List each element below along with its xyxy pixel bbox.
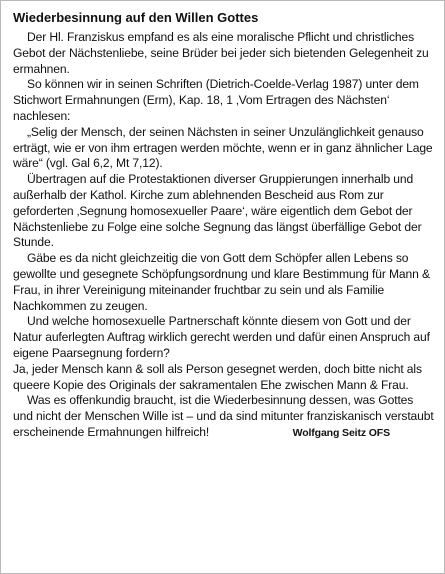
paragraph-1: Der Hl. Franziskus empfand es als eine moralische Pflicht und christliches Gebot der Nächstenliebe, seine Brüder bei jeder sich bietenden Gelegenheit zu ermahnen. bbox=[13, 30, 429, 76]
paragraph-8-text: Was es offenkundig braucht, ist die Wiederbesinnung dessen, was Gottes und nicht der Menschen Wille ist – und da sind mitunter franziskanisch verstaubt erscheinende Ermahnungen hilfreich! bbox=[13, 393, 434, 439]
paragraph-6: Und welche homosexuelle Partnerschaft könnte diesem von Gott und der Natur auferlegten Auftrag wirklich gerecht werden und dafür einen Anspruch auf eigene Paarsegnung fordern? bbox=[13, 314, 430, 360]
paragraph-2: So können wir in seinen Schriften (Dietrich-Coelde-Verlag 1987) unter dem Stichwort Ermahnungen (Erm), Kap. 18, 1 ‚Vom Ertragen des Nächsten‘ nachlesen: bbox=[13, 77, 419, 123]
author-signature: Wolfgang Seitz OFS bbox=[292, 426, 390, 439]
paragraph-7: Ja, jeder Mensch kann & soll als Person gesegnet werden, doch bitte nicht als queere Kopie des Originals der sakramentalen Ehe zwischen Mann & Frau. bbox=[13, 361, 422, 392]
paragraph-3-quote: „Selig der Mensch, der seinen Nächsten in seiner Unzulänglichkeit genauso erträgt, wie er von ihm ertragen werden möchte, wenn er in ganz ähnlicher Lage wäre“ (vgl. Gal 6,2, Mt 7,12). bbox=[13, 124, 433, 171]
paragraph-5: Gäbe es da nicht gleichzeitig die von Gott dem Schöpfer allen Lebens so gewollte und gesegnete Schöpfungsordnung und klare Bestimmung für Mann & Frau, in ihrer Vereinigung miteinander fruchtbar zu sein und als Familie Nachkommen zu zeugen. bbox=[13, 251, 430, 313]
article-title: Wiederbesinnung auf den Willen Gottes bbox=[13, 10, 259, 25]
paragraph-8 bbox=[13, 393, 434, 440]
paragraph-4: Übertragen auf die Protestaktionen diverser Gruppierungen innerhalb und außerhalb der Kathol. Kirche zum ablehnenden Bescheid aus Rom zur geforderten ‚Segnung homosexueller Paare‘, wäre eigentlich dem Gebot der Nächstenliebe zu Folge eine solche Segnung das längst überfällige Gebot der Stunde. bbox=[13, 172, 422, 250]
article-body bbox=[13, 30, 434, 441]
